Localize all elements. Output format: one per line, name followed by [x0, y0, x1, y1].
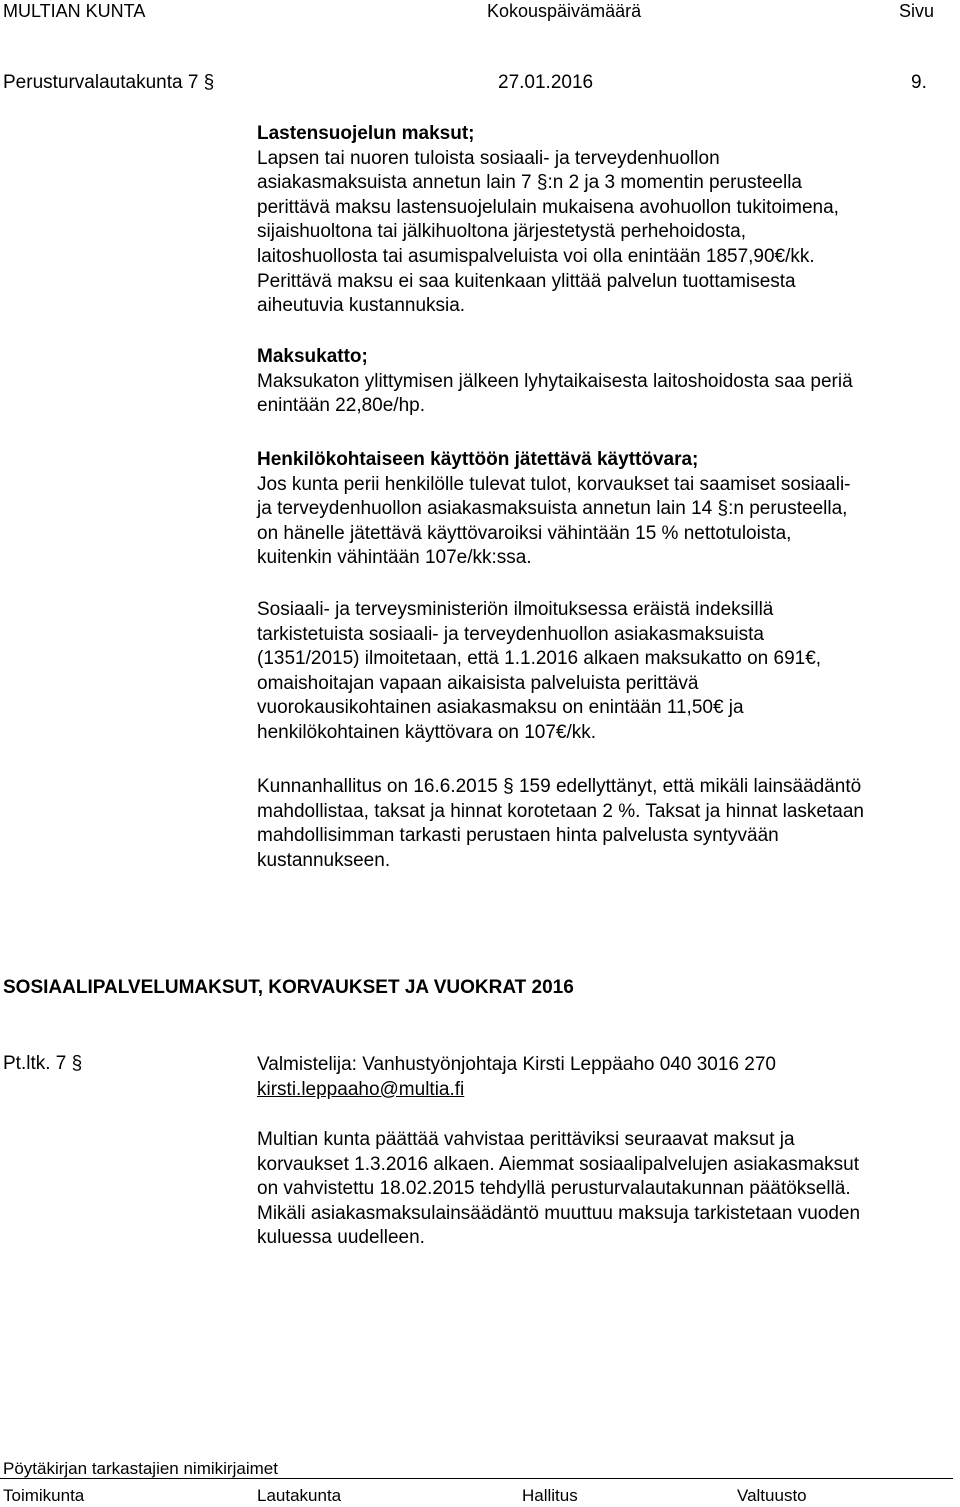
org-name: MULTIAN KUNTA: [3, 1, 146, 21]
text-line: Sosiaali- ja terveysministeriön ilmoituksessa eräistä indeksillä: [257, 599, 774, 620]
meeting-body: Perusturvalautakunta 7 §: [3, 72, 215, 93]
page-label: Sivu: [899, 1, 935, 21]
text-line: Mikäli asiakasmaksulainsäädäntö muuttuu maksuja tarkistetaan vuoden: [257, 1202, 861, 1224]
section-maksukatto: [257, 345, 957, 419]
section-kayttovara: [257, 448, 957, 571]
text-line: Jos kunta perii henkilölle tulevat tulot, korvaukset tai saamiset sosiaali-: [257, 473, 851, 495]
date-label: Kokouspäivämäärä: [487, 1, 642, 21]
text-line: Multian kunta päättää vahvistaa perittäviksi seuraavat maksut ja: [257, 1129, 795, 1150]
text-line: sijaishuoltona tai jälkihuoltona järjestetystä perhehoidosta,: [257, 221, 747, 243]
item-preparer-block: [257, 1053, 957, 1102]
main-title: SOSIAALIPALVELUMAKSUT, KORVAUKSET JA VUOKRAT 2016: [3, 977, 574, 998]
text-line: mahdollisimman tarkasti perustaen hinta palvelusta syntyvään: [257, 825, 779, 847]
text-line: (1351/2015) ilmoitetaan, että 1.1.2016 alkaen maksukatto on 691€,: [257, 648, 822, 670]
section-heading: Maksukatto;: [257, 346, 368, 367]
text-line: enintään 22,80e/hp.: [257, 395, 425, 417]
text-line: omaishoitajan vapaan aikaisista palveluista perittävä: [257, 672, 699, 694]
email-link[interactable]: kirsti.leppaaho@multia.fi: [257, 1078, 465, 1100]
meeting-date: 27.01.2016: [498, 72, 594, 93]
text-line: kuitenkin vähintään 107e/kk:ssa.: [257, 547, 532, 569]
text-line: Kunnanhallitus on 16.6.2015 § 159 edellyttänyt, että mikäli lainsäädäntö: [257, 776, 862, 797]
text-line: ja terveydenhuollon asiakasmaksuista annetun lain 14 §:n perusteella,: [257, 498, 848, 520]
signatures-label: Pöytäkirjan tarkastajien nimikirjaimet: [3, 1459, 278, 1478]
footer-col-valtuusto: Valtuusto: [737, 1486, 807, 1505]
footer-col-lautakunta: Lautakunta: [257, 1486, 342, 1505]
footer-col-hallitus: Hallitus: [522, 1486, 578, 1505]
paragraph-kunnanhallitus: [257, 775, 957, 873]
text-line: perittävä maksu lastensuojelulain mukaisena avohuollon tukitoimena,: [257, 196, 839, 218]
text-line: asiakasmaksuista annetun lain 7 §:n 2 ja 3 momentin perusteella: [257, 172, 802, 194]
paragraph-stm: [257, 598, 957, 746]
text-line: Perittävä maksu ei saa kuitenkaan ylittää palvelun tuottamisesta: [257, 270, 796, 292]
text-line: Lapsen tai nuoren tuloista sosiaali- ja terveydenhuollon: [257, 147, 720, 169]
text-line: mahdollistaa, taksat ja hinnat korotetaan 2 %. Taksat ja hinnat lasketaan: [257, 800, 864, 822]
text-line: kustannukseen.: [257, 849, 391, 871]
text-line: laitoshuollosta tai asumispalveluista voi olla enintään 1857,90€/kk.: [257, 245, 815, 267]
footer-col-toimikunta: Toimikunta: [3, 1486, 85, 1505]
text-line: tarkistetuista sosiaali- ja terveydenhuollon asiakasmaksuista: [257, 623, 764, 645]
item-reference: Pt.ltk. 7 §: [3, 1053, 83, 1074]
page-number: 9.: [911, 72, 927, 93]
section-heading: Henkilökohtaiseen käyttöön jätettävä käyttövara;: [257, 449, 699, 470]
text-line: korvaukset 1.3.2016 alkaen. Aiemmat sosiaalipalvelujen asiakasmaksut: [257, 1153, 859, 1175]
text-line: aiheutuvia kustannuksia.: [257, 295, 466, 317]
text-line: vuorokausikohtainen asiakasmaksu on enintään 11,50€ ja: [257, 697, 744, 719]
text-line: on hänelle jätettävä käyttövaroiksi vähintään 15 % nettotuloista,: [257, 522, 792, 544]
preparer-line: Valmistelija: Vanhustyönjohtaja Kirsti Leppäaho 040 3016 270: [257, 1054, 776, 1075]
section-lastensuojelu: [257, 122, 957, 319]
section-heading: Lastensuojelun maksut;: [257, 123, 475, 144]
text-line: henkilökohtainen käyttövara on 107€/kk.: [257, 721, 597, 743]
text-line: on vahvistettu 18.02.2015 tehdyllä perusturvalautakunnan päätöksellä.: [257, 1178, 851, 1200]
text-line: Maksukaton ylittymisen jälkeen lyhytaikaisesta laitoshoidosta saa periä: [257, 370, 853, 392]
text-line: kuluessa uudelleen.: [257, 1227, 425, 1249]
item-decision-text: [257, 1128, 957, 1251]
